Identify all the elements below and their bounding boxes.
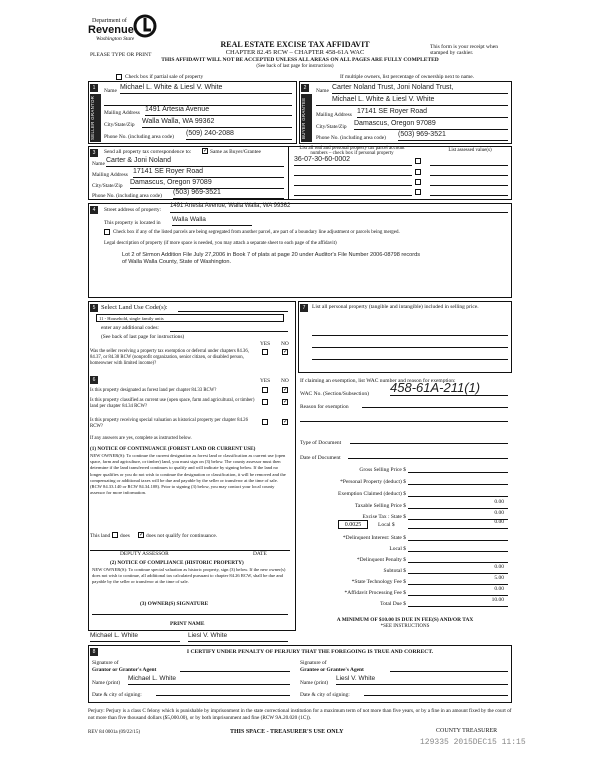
grantor-date-label: Date & city of signing: (92, 692, 142, 698)
type-or-print: PLEASE TYPE OR PRINT (90, 52, 152, 58)
corr-phone-field[interactable]: (503) 969-3521 (173, 189, 284, 199)
personal-property-line-2[interactable] (312, 340, 508, 348)
see-back-note: (See back of last page for instructions) (256, 64, 334, 69)
parcel-header: List all real and personal property tax parcel account numbers – check box if personal property (299, 146, 405, 156)
seller-phone-label: Phone No. (including area code) (104, 134, 174, 140)
tax-row-value-3[interactable] (408, 487, 508, 497)
legal-label: Legal description of property (if more space is needed, you may attach a separate sheet to each page of the affidavit) (104, 241, 337, 246)
wac-field[interactable]: 458-61A-211(1) (390, 380, 508, 396)
multiple-owners-note: If multiple owners, list percentage of ownership next to name. (340, 74, 474, 80)
does-checkbox[interactable] (112, 532, 118, 538)
seller-mailing-field[interactable]: 1491 Artesia Avenue (145, 106, 292, 116)
section-7-badge: 7 (300, 304, 308, 312)
tax2-label-7: Total Due $ (380, 601, 406, 607)
buyer-name-field[interactable]: Carter Noland Trust, Joni Noland Trust, (332, 84, 508, 94)
tax2-value-1[interactable] (408, 531, 508, 541)
tax-row-label-1: Gross Selling Price $ (359, 467, 406, 473)
q-forest-no[interactable]: ✓ (283, 387, 289, 393)
form-warning: THIS AFFIDAVIT WILL NOT BE ACCEPTED UNLESS ALL AREAS ON ALL PAGES ARE FULLY COMPLETED (161, 57, 439, 63)
buyer-mailing-label: Mailing Address (316, 112, 352, 118)
print-name-label: PRINT NAME (170, 621, 205, 627)
print-name-1[interactable]: Michael L. White (90, 632, 180, 642)
dept-line2: Revenue (88, 24, 134, 36)
personal-property-label: List all personal property (tangible and intangible) included in selling price. (312, 304, 479, 310)
tax-row-label-4: Taxable Selling Price $ (354, 503, 406, 509)
historic-title: (2) NOTICE OF COMPLIANCE (HISTORIC PROPERTY) (110, 560, 244, 566)
buyer-name-line2[interactable]: Michael L. White & Liesl V. White (316, 96, 508, 106)
personal-property-checkbox-1[interactable] (415, 158, 421, 164)
additional-codes-label: enter any additional codes: (101, 325, 159, 331)
parcel-divider (288, 146, 289, 200)
correspondence-label: Send all property tax correspondence to: (104, 149, 192, 155)
buyer-mailing-field[interactable]: 17141 SE Royer Road (357, 108, 508, 118)
reason-field[interactable] (362, 400, 508, 408)
county-treasurer: COUNTY TREASURER (436, 728, 498, 734)
tax2-value-7[interactable]: 10.00 (408, 597, 508, 607)
q-historic-yes[interactable] (262, 419, 268, 425)
form-title: REAL ESTATE EXCISE TAX AFFIDAVIT (220, 40, 370, 49)
perjury-note: Perjury: Perjury is a class C felony which is punishable by imprisonment in the state correctional institution for a maximum term of not more than five years, or by a fine in an amount fixed by the court of not more than five thousand dollars ($5,000.00), or by both imprisonment and fine (RCW 9A.20.020 (1C)). (88, 708, 512, 721)
seller-city-field[interactable]: Walla Walla, WA 99362 (142, 118, 292, 128)
doc-date-label: Date of Document (300, 455, 341, 461)
personal-property-line-3[interactable] (312, 352, 508, 360)
grantee-signature-field[interactable] (390, 664, 508, 672)
seller-mailing-label: Mailing Address (104, 110, 140, 116)
legal-description[interactable]: Lot 2 of Sirmon Addition File July 27,2006 in Book 7 of plats at page 20 under Auditor's File Number 2006-08798 records of Walla Walla County, State of Washington. (122, 252, 421, 265)
minimum-note: A MINIMUM OF $10.00 IS DUE IN FEE(S) AND/OR TAX (336, 617, 474, 623)
dept-line1: Department of (92, 18, 127, 24)
q-exemption-no[interactable]: ✓ (283, 349, 289, 355)
partial-sale-checkbox[interactable] (116, 74, 122, 80)
tax-row-label-3: Exemption Claimed (deduct) $ (338, 491, 406, 497)
personal-property-section (298, 301, 512, 373)
section-1-badge: 1 (90, 84, 98, 92)
dor-seal-icon (133, 14, 157, 38)
buyer-phone-label: Phone No. (including area code) (316, 135, 386, 141)
assessed-header: List assessed value(s) (448, 148, 492, 153)
grantor-name-label: Name (print) (92, 680, 120, 686)
tax2-value-3[interactable] (408, 553, 508, 563)
yes-header-2: YES (260, 378, 271, 384)
doc-date-field[interactable] (348, 451, 508, 459)
buyer-phone-field[interactable]: (503) 969-3521 (398, 131, 508, 141)
tax2-label-3: *Delinquent Penalty $ (356, 557, 406, 563)
treasurer-space: THIS SPACE - TREASURER'S USE ONLY (230, 729, 344, 735)
tax-row-value-4[interactable]: 0.00 (408, 499, 508, 509)
q-exemption: Was the seller receiving a property tax exemption or deferral under chapters 84.36, 84.37, or 84.38 RCW (nonprofit organization, senior citizen, or disabled person, homeowner with limited income)? (90, 349, 249, 366)
tax2-label-6: *Affidavit Processing Fee $ (344, 590, 406, 596)
grantee-sig-label: Signature of (300, 660, 327, 666)
section-8-badge: 8 (90, 648, 98, 656)
located-label: This property is located in (104, 220, 161, 226)
grantee-label: Grantee or Grantee's Agent (300, 667, 364, 673)
corr-city-field[interactable]: Damascus, Oregon 97089 (130, 179, 284, 189)
tax2-label-1: *Delinquent Interest: State $ (342, 535, 406, 541)
buyer-city-field[interactable]: Damascus, Oregon 97089 (354, 120, 508, 130)
see-instructions: *SEE INSTRUCTIONS (380, 624, 430, 629)
grantee-date-label: Date & city of signing: (300, 692, 350, 698)
corr-name-label: Name (92, 161, 105, 167)
parcel-field-1[interactable]: 36-07-30-60-0002 (294, 156, 412, 166)
located-field[interactable]: Walla Walla (172, 216, 252, 226)
additional-codes-field[interactable] (170, 324, 288, 332)
property-section (88, 203, 512, 298)
q-historic: Is this property receiving special valuation as historical property per chapter 84.26 RCW? (90, 418, 248, 429)
section-6-badge: 6 (90, 376, 98, 384)
section-3-badge: 3 (90, 149, 98, 157)
same-as-buyer-label: Same as Buyer/Grantee (210, 149, 261, 155)
corr-city-label: City/State/Zip (92, 183, 123, 189)
certify-label: I CERTIFY UNDER PENALTY OF PERJURY THAT THE FOREGOING IS TRUE AND CORRECT. (186, 649, 434, 655)
tax-row-label-5: Excise Tax : State $ (362, 514, 406, 520)
does-not-label: does not qualify for continuance. (146, 533, 218, 539)
street-label: Street address of property: (104, 207, 162, 213)
assessed-field-1[interactable] (430, 158, 508, 166)
form-chapter: CHAPTER 82.45 RCW – CHAPTER 458-61A WAC (225, 49, 365, 56)
land-use-see-back: (See back of last page for instructions) (101, 334, 185, 340)
exemption-label: If claiming an exemption, list WAC number and reason for exemption: (300, 378, 456, 384)
seller-side-label: SELLER GRANTOR (90, 94, 101, 142)
street-field[interactable]: 1491 Artesia Avenue, Walla Walla, WA 99362 (170, 203, 508, 213)
does-not-checkbox[interactable]: ✓ (139, 532, 145, 538)
q-exemption-yes[interactable] (262, 349, 268, 355)
print-name-2[interactable]: Liesl V. White (188, 632, 288, 642)
grantee-date-field[interactable] (364, 688, 508, 696)
q-historic-no[interactable]: ✓ (283, 419, 289, 425)
section-5-badge: 5 (90, 304, 98, 312)
if-yes-note: If any answers are yes, complete as instructed below. (90, 436, 192, 441)
tax2-label-4: Subtotal $ (383, 568, 406, 574)
doc-type-label: Type of Document (300, 440, 342, 446)
local-rate-box[interactable]: 0.0025 (338, 520, 368, 529)
same-as-buyer-checkbox[interactable]: ✓ (203, 148, 209, 154)
does-label: does (120, 533, 130, 539)
grantor-label: Grantor or Grantor's Agent (92, 667, 157, 673)
owner-signature-label: (3) OWNER(S) SIGNATURE (140, 601, 209, 607)
continuance-title: (1) NOTICE OF CONTINUANCE (FOREST LAND OR CURRENT USE) (90, 446, 256, 452)
parcel-field-4[interactable] (294, 188, 412, 196)
historic-text: NEW OWNER(S): To continue special valuation as historic property, sign (3) below. If the new owner(s) does not wish to continue, all additional tax calculated pursuant to chapter 84.26 RCW, shall be due and payable by the seller or transferor at the time of sale. (92, 567, 286, 585)
land-use-code-select[interactable]: 11 - Household, single family units (96, 314, 284, 322)
no-header-1: NO (281, 341, 289, 347)
date-label: DATE (253, 551, 267, 557)
tax2-label-2: Local $ (389, 546, 406, 552)
parcel-field-2[interactable] (294, 168, 412, 176)
wac-label: WAC No. (Section/Subsection) (300, 391, 369, 397)
receipt-note: This form is your receipt when stamped by cashier. (430, 44, 498, 56)
rev-label: REV 84 0001a (09/22/15) (88, 730, 140, 735)
tax2-label-5: *State Technology Fee $ (351, 579, 406, 585)
grantee-name-label: Name (print) (300, 680, 328, 686)
corr-mailing-label: Mailing Address (92, 172, 128, 178)
boundary-checkbox[interactable] (104, 229, 110, 235)
seller-phone-field[interactable]: (509) 240-2088 (186, 130, 292, 140)
corr-name-field[interactable]: Carter & Joni Noland (106, 157, 284, 167)
land-use-line (178, 304, 288, 312)
seller-name-field[interactable]: Michael L. White & Liesl V. White (120, 84, 292, 94)
section-4-badge: 4 (90, 206, 98, 214)
continuance-text: NEW OWNER(S): To continue the current designation as forest land or classification as current use (open space, farm and agriculture, or timber) land, you must sign on (3) below. The county assessor must then determine if the land transferred continues to qualify and will indicate by signing below. If the land no longer qualifies or you do not wish to continue the designation or classification, it will be removed and the compensating or additional taxes will be due and payable by the seller or transferor at the time of sale. (RCW 84.33.140 or RCW 84.34.108). Prior to signing (3) below, you may contact your local county assessor for more information. (90, 453, 286, 496)
deputy-label: DEPUTY ASSESSOR (120, 551, 169, 557)
assessed-field-4[interactable] (430, 188, 508, 196)
seller-name-label: Name (104, 88, 117, 94)
tax2-value-5[interactable]: 5.00 (408, 575, 508, 585)
tax-row-value-5[interactable]: 0.00 (408, 510, 508, 520)
personal-property-checkbox-4[interactable] (415, 189, 421, 195)
q-current-use-yes[interactable] (262, 399, 268, 405)
personal-property-line-1[interactable] (312, 328, 508, 336)
buyer-side-label: BUYER GRANTEE (301, 94, 312, 142)
owner-signature-line[interactable] (92, 614, 288, 615)
no-header-2: NO (281, 378, 289, 384)
yes-header-1: YES (260, 341, 271, 347)
this-land-label: This land (90, 533, 111, 539)
local-value[interactable]: 0.00 (408, 519, 508, 529)
parcel-field-3[interactable] (294, 178, 412, 186)
buyer-name-label: Name (316, 88, 329, 94)
personal-property-checkbox-2[interactable] (415, 169, 421, 175)
grantor-signature-field[interactable] (180, 664, 290, 672)
q-current-use: Is this property classified as current use (open space, farm and agricultural, or timber) land per chapter 84.34 RCW? (90, 398, 255, 409)
dept-line3: Washington State (96, 36, 135, 42)
reason-label: Reason for exemption (300, 404, 349, 410)
treasurer-stamp: 129335 2015DEC15 11:15 (420, 738, 526, 747)
grantor-sig-label: Signature of (92, 660, 119, 666)
personal-property-checkbox-3[interactable] (415, 179, 421, 185)
grantee-name-field[interactable]: Liesl V. White (336, 675, 508, 685)
buyer-city-label: City/State/Zip (316, 124, 347, 130)
assessed-field-2[interactable] (430, 168, 508, 176)
section-2-badge: 2 (301, 84, 309, 92)
tax-row-value-1[interactable] (408, 463, 508, 473)
seller-city-label: City/State/Zip (104, 122, 135, 128)
tax2-value-2[interactable] (408, 542, 508, 552)
corr-phone-label: Phone No. (including area code) (92, 193, 162, 199)
q-forest: Is this property designated as forest land per chapter 84.33 RCW? (90, 388, 217, 393)
tax2-value-4[interactable]: 0.00 (408, 564, 508, 574)
q-current-use-no[interactable]: ✓ (283, 399, 289, 405)
doc-type-field[interactable] (350, 436, 508, 444)
q-forest-yes[interactable] (262, 387, 268, 393)
land-use-label: Select Land Use Code(s): (101, 304, 168, 311)
grantor-name-field[interactable]: Michael L. White (128, 675, 290, 685)
boundary-label: Check box if any of the listed parcels are being segregated from another parcel, are part of a boundary line adjustment or parcels being merged. (113, 230, 400, 235)
tax-row-label-2: *Personal Property (deduct) $ (340, 479, 406, 485)
reason-field-2[interactable] (300, 414, 508, 422)
local-label: Local $ (378, 522, 395, 528)
corr-mailing-field[interactable]: 17141 SE Royer Road (133, 168, 284, 178)
tax-row-value-2[interactable] (408, 475, 508, 485)
grantor-date-field[interactable] (156, 688, 290, 696)
tax2-value-6[interactable]: 0.00 (408, 586, 508, 596)
partial-sale-label: Check box if partial sale of property (125, 74, 204, 80)
assessed-field-3[interactable] (430, 178, 508, 186)
